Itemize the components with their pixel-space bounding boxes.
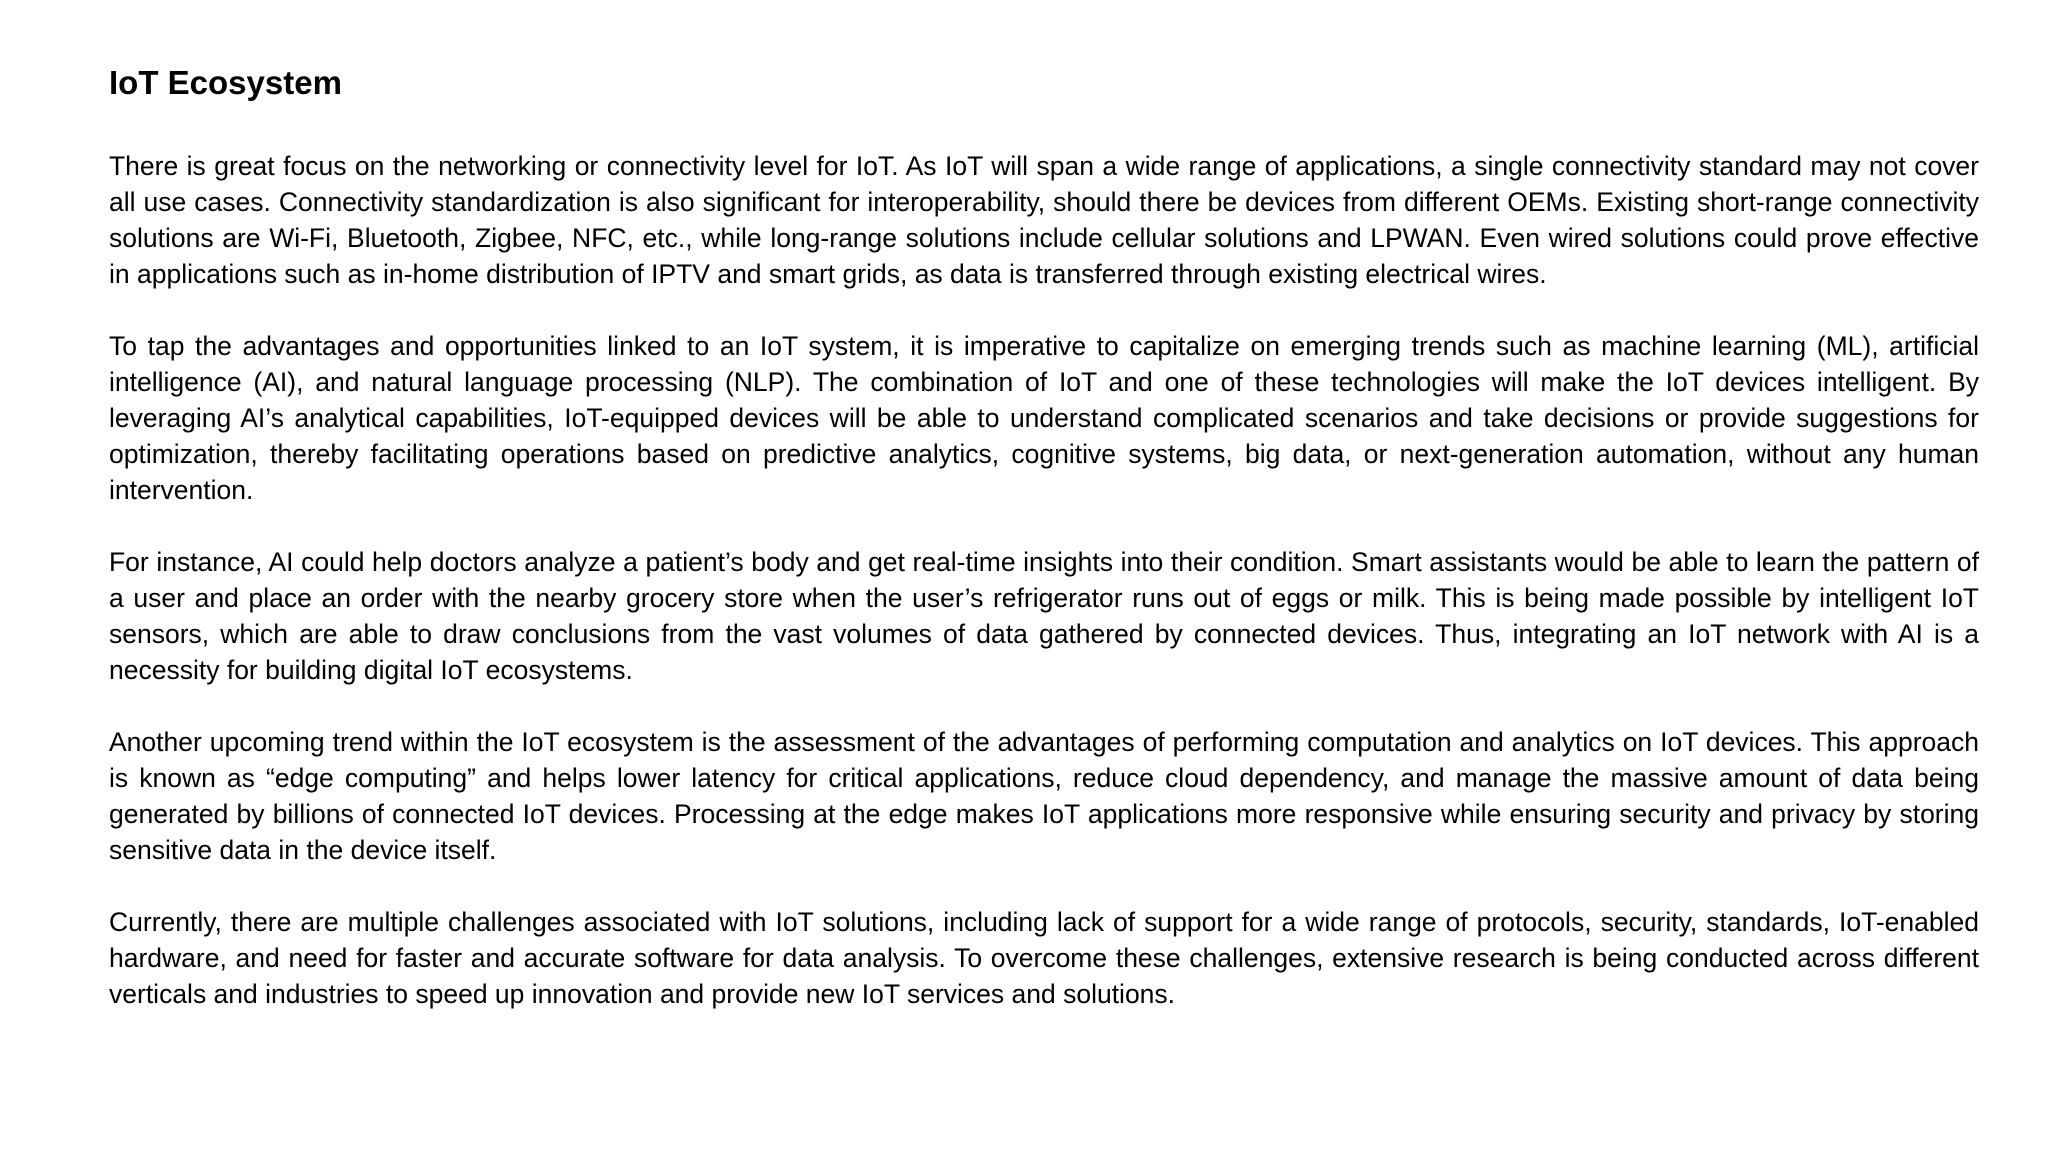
paragraph-edge-computing: Another upcoming trend within the IoT ecosystem is the assessment of the advantages of performing computation and analytics on IoT devices. This approach is known as “edge computing” and helps lower latency for critical applications, reduce cloud dependency, and manage the massive amount of data being generated by billions of connected IoT devices. Processing at the edge makes IoT applications more responsive while ensuring security and privacy by storing sensitive data in the device itself.: [109, 727, 1979, 865]
paragraph-challenges: Currently, there are multiple challenges associated with IoT solutions, including lack of support for a wide range of protocols, security, standards, IoT-enabled hardware, and need for faster and accurate software for data analysis. To overcome these challenges, extensive research is being conducted across different verticals and industries to speed up innovation and provide new IoT services and solutions.: [109, 907, 1979, 1009]
paragraph-ai-trends: To tap the advantages and opportunities linked to an IoT system, it is imperative to capitalize on emerging trends such as machine learning (ML), artificial intelligence (AI), and natural language processing (NLP). The combination of IoT and one of these technologies will make the IoT devices intelligent. By leveraging AI’s analytical capabilities, IoT-equipped devices will be able to understand complicated scenarios and take decisions or provide suggestions for optimization, thereby facilitating operations based on predictive analytics, cognitive systems, big data, or next-generation automation, without any human intervention.: [109, 331, 1979, 505]
document-body: [109, 58, 1979, 1012]
page-title: IoT Ecosystem: [109, 64, 342, 101]
paragraph-connectivity: There is great focus on the networking or connectivity level for IoT. As IoT will span a wide range of applications, a single connectivity standard may not cover all use cases. Connectivity standardization is also significant for interoperability, should there be devices from different OEMs. Existing short-range connectivity solutions are Wi-Fi, Bluetooth, Zigbee, NFC, etc., while long-range solutions include cellular solutions and LPWAN. Even wired solutions could prove effective in applications such as in-home distribution of IPTV and smart grids, as data is transferred through existing electrical wires.: [109, 151, 1979, 289]
paragraph-ai-examples: For instance, AI could help doctors analyze a patient’s body and get real-time insights into their condition. Smart assistants would be able to learn the pattern of a user and place an order with the nearby grocery store when the user’s refrigerator runs out of eggs or milk. This is being made possible by intelligent IoT sensors, which are able to draw conclusions from the vast volumes of data gathered by connected devices. Thus, integrating an IoT network with AI is a necessity for building digital IoT ecosystems.: [109, 547, 1979, 685]
